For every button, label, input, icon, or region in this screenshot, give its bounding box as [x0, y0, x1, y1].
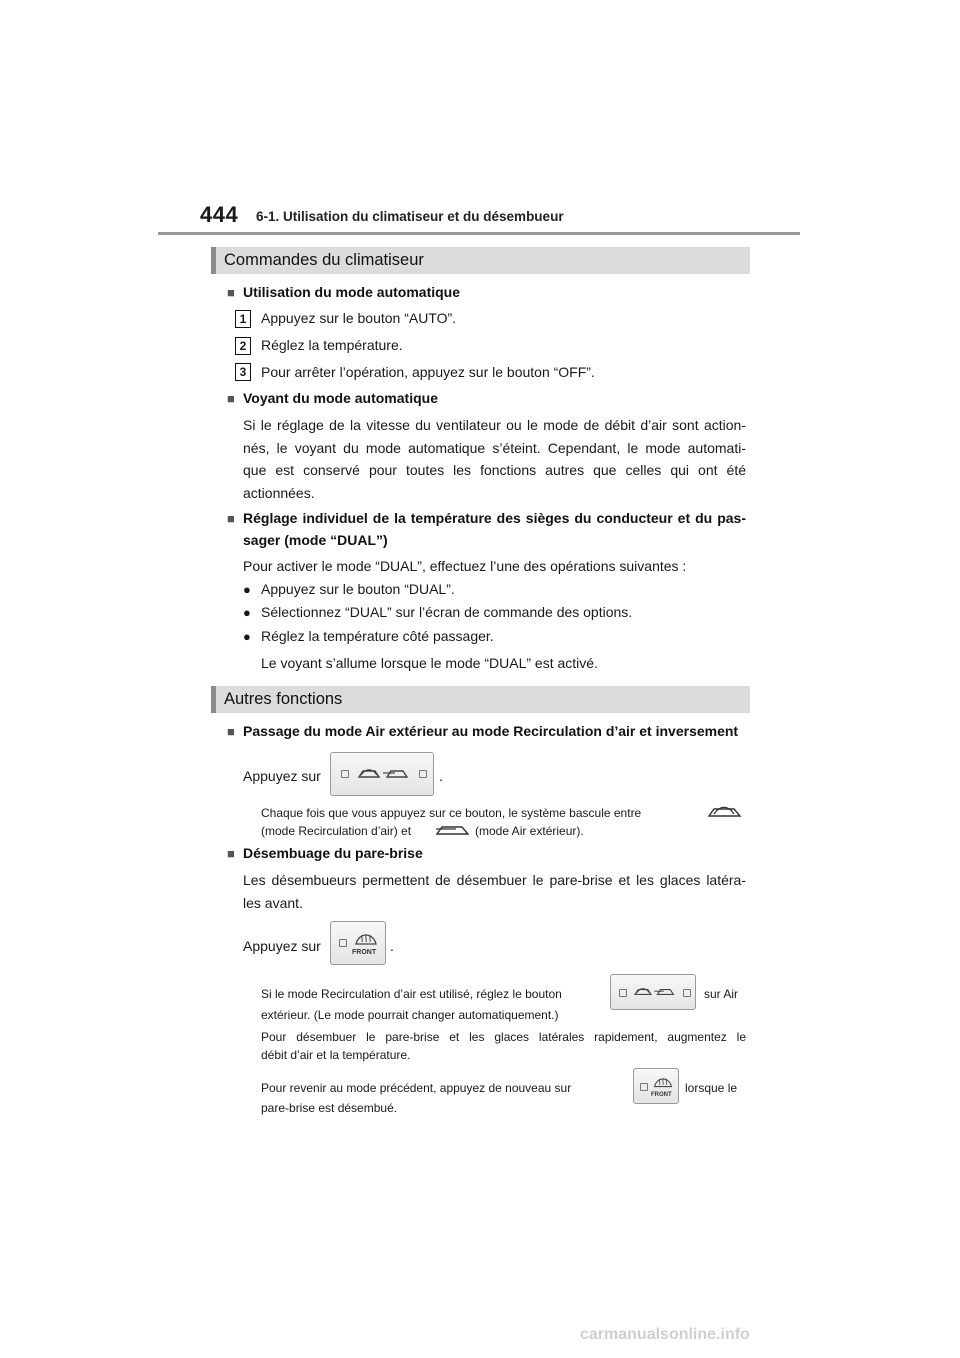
indicator-paragraph [243, 414, 746, 504]
subheading-auto-mode: Utilisation du mode automatique [243, 284, 461, 300]
square-bullet-icon: ■ [227, 846, 235, 861]
dual-bullet-1: Appuyez sur le bouton “DUAL”. [261, 581, 455, 597]
square-bullet-icon: ■ [227, 724, 235, 739]
step-text-1: Appuyez sur le bouton “AUTO”. [261, 310, 457, 326]
recirculation-air-icon [633, 984, 677, 1000]
step-number-2: 2 [235, 337, 251, 355]
subheading-dual-line1: Réglage individuel de la température des sièges du conducteur et du pas- [243, 510, 746, 526]
defog-note1-b: sur Air [704, 987, 739, 1001]
paragraph-line: Si le réglage de la vitesse du ventilateur ou le mode de débit d’air sont action- [243, 417, 746, 433]
defog-note3-b: lorsque le [685, 1081, 738, 1095]
header-divider [158, 232, 800, 235]
period: . [439, 768, 443, 784]
outside-air-mode-icon [434, 821, 472, 839]
defog-note1-c: extérieur. (Le mode pourrait changer automatiquement.) [261, 1008, 559, 1022]
press-text: Appuyez sur [243, 768, 321, 784]
square-bullet-icon: ■ [227, 511, 235, 526]
subheading-defog: Désembuage du pare-brise [243, 845, 423, 861]
indicator-light-icon [619, 989, 627, 997]
round-bullet-icon: ● [243, 582, 251, 597]
paragraph-line: les avant. [243, 894, 303, 911]
subheading-dual-line2: sager (mode “DUAL”) [243, 532, 388, 548]
press-text: Appuyez sur [243, 938, 321, 954]
square-bullet-icon: ■ [227, 285, 235, 300]
front-defogger-button-image [330, 921, 386, 965]
dual-note: Le voyant s’allume lorsque le mode “DUAL” est activé. [261, 655, 598, 671]
dual-intro: Pour activer le mode “DUAL”, effectuez l’une des opérations suivantes : [243, 558, 687, 574]
indicator-light-icon [419, 770, 427, 778]
recirculation-button-image [330, 752, 434, 796]
section-title-bar-commandes [211, 247, 750, 274]
square-bullet-icon: ■ [227, 391, 235, 406]
recirculation-air-icon [357, 764, 411, 784]
front-label: FRONT [651, 1092, 672, 1098]
front-defogger-button-image [633, 1068, 679, 1104]
paragraph-line: actionnées. [243, 484, 315, 501]
indicator-light-icon [341, 770, 349, 778]
subheading-indicator: Voyant du mode automatique [243, 390, 438, 406]
section-title-bar-autres [211, 686, 750, 713]
dual-bullet-3: Réglez la température côté passager. [261, 628, 494, 644]
recirculation-mode-icon [706, 803, 744, 821]
recirculation-button-image [610, 974, 696, 1010]
indicator-light-icon [683, 989, 691, 997]
windshield-defogger-icon [652, 1073, 674, 1090]
paragraph-line: nés, le voyant du mode automatique s’éteint. Cependant, le mode automati- [243, 439, 746, 456]
round-bullet-icon: ● [243, 629, 251, 644]
defog-note3-a: Pour revenir au mode précédent, appuyez de nouveau sur [261, 1081, 572, 1095]
recirc-note-a: Chaque fois que vous appuyez sur ce bouton, le système bascule entre [261, 806, 642, 820]
indicator-light-icon [640, 1083, 648, 1091]
section-title: Commandes du climatiseur [224, 251, 424, 269]
dual-bullet-2: Sélectionnez “DUAL” sur l’écran de commande des options. [261, 604, 633, 620]
paragraph-line: Pour désembuer le pare-brise et les glaces latérales rapidement, augmentez le [261, 1030, 746, 1044]
round-bullet-icon: ● [243, 605, 251, 620]
subheading-recirculation: Passage du mode Air extérieur au mode Recirculation d’air et inversement [243, 723, 739, 739]
indicator-light-icon [339, 939, 347, 947]
period: . [390, 938, 394, 954]
step-text-2: Réglez la température. [261, 337, 403, 353]
watermark: carmanualsonline.info [580, 1326, 750, 1343]
recirc-note-c: (mode Air extérieur). [475, 824, 584, 838]
section-title: Autres fonctions [224, 690, 343, 708]
paragraph-line: débit d’air et la température. [261, 1048, 411, 1062]
paragraph-line: Les désembueurs permettent de désembuer le pare-brise et les glaces latéra- [243, 872, 746, 888]
recirc-note-b: (mode Recirculation d’air) et [261, 824, 412, 838]
step-number-1: 1 [235, 310, 251, 328]
chapter-title: 6-1. Utilisation du climatiseur et du désembueur [256, 209, 564, 224]
defog-note1-a: Si le mode Recirculation d’air est utilisé, réglez le bouton [261, 987, 562, 1001]
paragraph-line: que est conservé pour toutes les fonctions autres que celles qui ont été [243, 462, 746, 478]
defog-note3-c: pare-brise est désembué. [261, 1101, 398, 1115]
front-label: FRONT [352, 949, 377, 956]
defog-paragraph [243, 869, 746, 914]
step-number-3: 3 [235, 363, 251, 381]
page-number: 444 [200, 202, 239, 227]
windshield-defogger-icon [353, 928, 379, 948]
step-text-3: Pour arrêter l’opération, appuyez sur le bouton “OFF”. [261, 364, 595, 380]
defog-note2 [261, 1028, 746, 1064]
